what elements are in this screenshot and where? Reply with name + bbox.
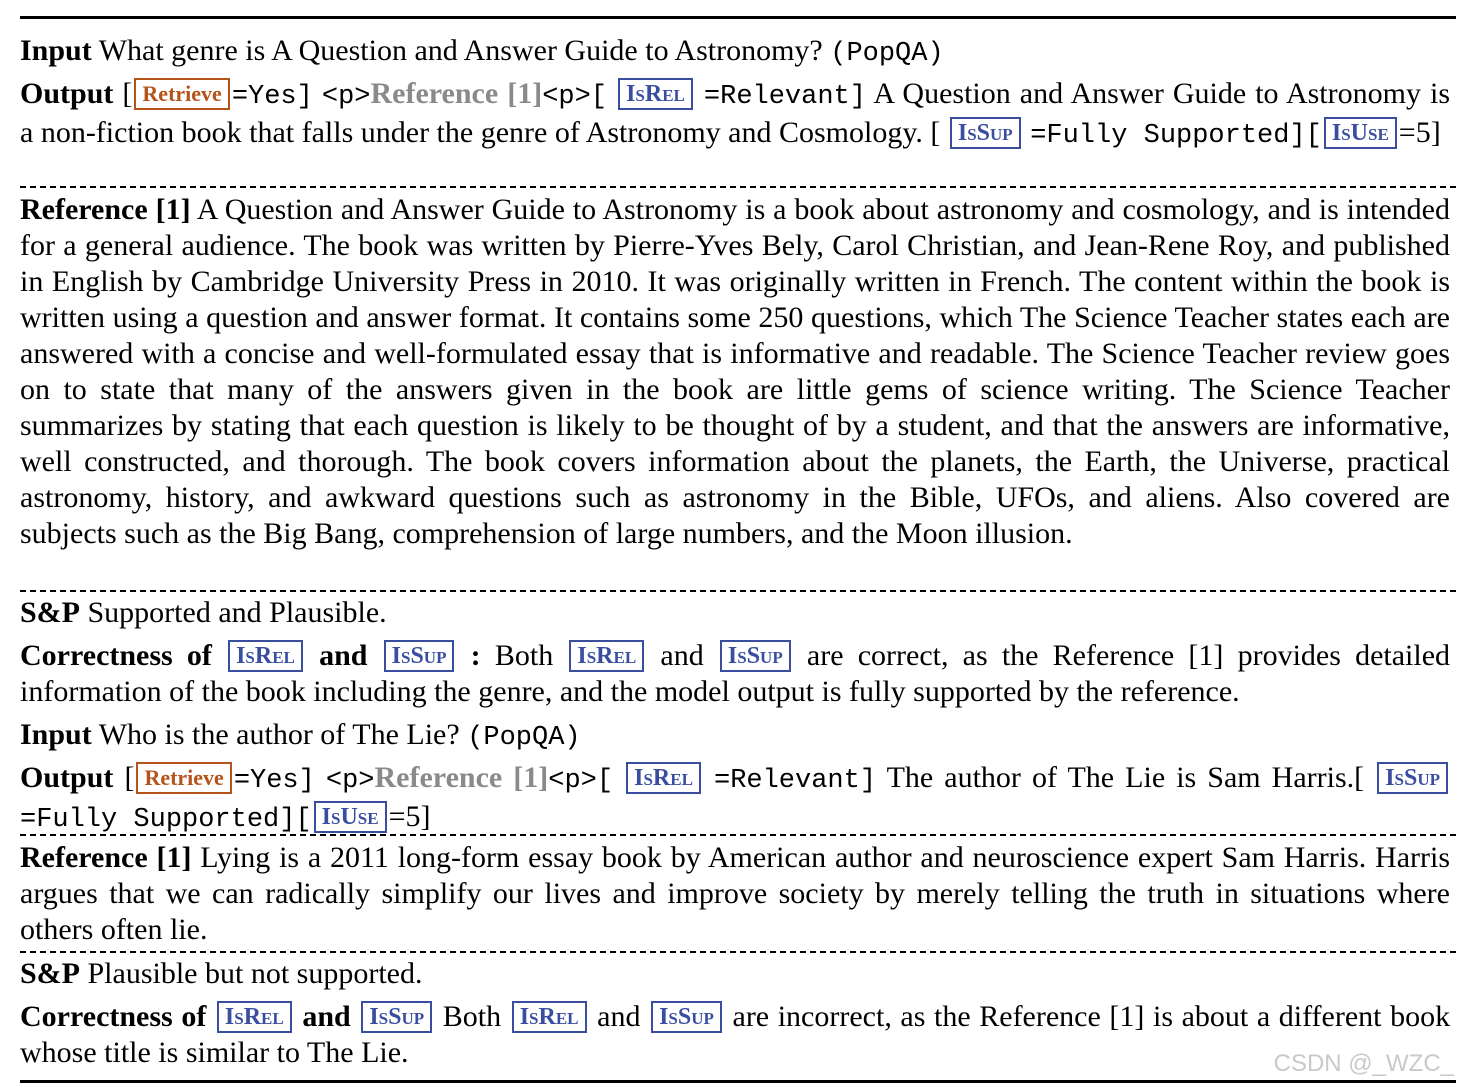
divider (20, 186, 1456, 188)
ex1-input (20, 33, 1450, 72)
bottom-rule (20, 1080, 1456, 1083)
issup-token: IsSup (384, 640, 455, 672)
ex1-correctness (20, 638, 1450, 710)
retrieve-value: =Yes] (233, 766, 315, 796)
watermark: CSDN @_WZC_ (1273, 1050, 1454, 1077)
retrieve-value: =Yes] (231, 82, 313, 112)
sp-label: S&P (20, 596, 80, 629)
p-open-tag: <p> (321, 82, 371, 112)
isuse-token: IsUse (1324, 117, 1397, 149)
input-source: (PopQA) (830, 39, 944, 69)
ex2-reference (20, 840, 1450, 948)
isrel-token: IsRel (626, 762, 701, 794)
isuse-value: =5] (1398, 116, 1441, 149)
issup-token: IsSup (720, 640, 791, 672)
correctness-label: Correctness of (20, 639, 212, 672)
isrel-token: IsRel (217, 1001, 292, 1033)
sp-label: S&P (20, 957, 80, 990)
colon: : (470, 639, 481, 672)
reference-text: A Question and Answer Guide to Astronomy is a book about astronomy and cosmology, and is intended for a general audience. The book was written by Pierre-Yves Bely, Carol Christian, and Jean-Rene Roy, and published in English by Cambridge University Press in 2010. It was originally written in French. The content within the book is written using a question and answer format. It contains some 250 questions, which The Science Teacher states each are answered with a concise and well-formulated essay that is informative and readable. The Science Teacher review goes on to state that many of the answers given in the book are little gems of science writing. The Science Teacher summarizes by stating that each question is likely to be thought of by a student, and that the answers are informative, well constructed, and thorough. The book covers information about the planets, the Earth, the Universe, practical astronomy, history, and awkward questions such as astronomy in the Bible, UFOs, and aliens. Also covered are subjects such as the Big Bang, comprehension of large numbers, and the Moon illusion. (20, 193, 1450, 550)
isrel-value: =Relevant] (714, 766, 877, 796)
reference-label: Reference [1] (20, 841, 192, 874)
sp-text: Supported and Plausible. (87, 596, 387, 629)
isrel-token: IsRel (618, 78, 693, 110)
both-text: Both (494, 639, 554, 672)
and-label: and (319, 639, 368, 672)
isuse-value: =5] (388, 800, 431, 833)
p-close-tag: <p>[ (548, 766, 614, 796)
sp-text: Plausible but not supported. (87, 957, 423, 990)
bracket: [ (124, 761, 135, 794)
reference-text: Lying is a 2011 long-form essay book by American author and neuroscience expert Sam Harris. Harris argues that we can radically simplify our lives and improve society by merely telling the truth in situations where others often lie. (20, 841, 1451, 946)
output-reference: Reference [1] (374, 761, 549, 794)
reference-label: Reference [1] (20, 193, 191, 226)
isuse-token: IsUse (314, 801, 387, 833)
output-text: The author of The Lie is Sam Harris.[ (886, 761, 1365, 794)
input-source: (PopQA) (467, 723, 581, 753)
issup-value: =Fully Supported][ (1030, 121, 1322, 151)
output-text: A Question and Answer Guide to Astronomy is a non-fiction book that falls under the genre of Astronomy and Cosmology. [ (20, 77, 1450, 149)
retrieve-token: Retrieve (136, 762, 231, 794)
ex1-reference (20, 192, 1450, 552)
and-text: and (597, 1000, 641, 1033)
and-label: and (302, 1000, 351, 1033)
correctness-text: are correct, as the Reference [1] provides detailed information of the book including the genre, and the model output is fully supported by the reference. (20, 639, 1451, 709)
isrel-token: IsRel (228, 640, 303, 672)
output-reference: Reference [1] (370, 77, 543, 110)
output-label: Output (20, 77, 114, 110)
issup-token: IsSup (950, 117, 1021, 149)
ex2-output (20, 760, 1450, 838)
p-open-tag: <p> (325, 766, 375, 796)
ex2-sp (20, 956, 1450, 992)
output-label: Output (20, 761, 114, 794)
input-text: Who is the author of The Lie? (98, 718, 460, 751)
divider (20, 590, 1456, 592)
isrel-token: IsRel (512, 1001, 587, 1033)
issup-token: IsSup (651, 1001, 722, 1033)
input-label: Input (20, 34, 92, 67)
isrel-value: =Relevant] (703, 82, 866, 112)
retrieve-token: Retrieve (134, 78, 229, 110)
issup-value: =Fully Supported][ (20, 805, 312, 835)
top-rule (20, 16, 1456, 19)
divider (20, 834, 1456, 836)
correctness-label: Correctness of (20, 1000, 207, 1033)
p-close-tag: <p>[ (542, 82, 608, 112)
ex2-input (20, 717, 1450, 756)
both-text: Both (442, 1000, 502, 1033)
correctness-text: are incorrect, as the Reference [1] is about a different book whose title is similar to The Lie. (20, 1000, 1451, 1070)
input-text: What genre is A Question and Answer Guide to Astronomy? (98, 34, 823, 67)
issup-token: IsSup (1377, 762, 1448, 794)
ex1-sp (20, 595, 1450, 631)
ex2-correctness (20, 999, 1450, 1071)
divider (20, 951, 1456, 953)
isrel-token: IsRel (569, 640, 644, 672)
ex1-output: Output [ Retrieve =Yes] <p>Reference [1]<p>[ IsRel =Relevant] A Question and Answer Guide to Astronomy is a non-fiction book that falls under the genre of Astronomy and Cosmology. [ IsSup =Fully Supported][ IsUse =5] (20, 77, 1450, 151)
input-label: Input (20, 718, 92, 751)
issup-token: IsSup (361, 1001, 432, 1033)
and-text: and (660, 639, 704, 672)
